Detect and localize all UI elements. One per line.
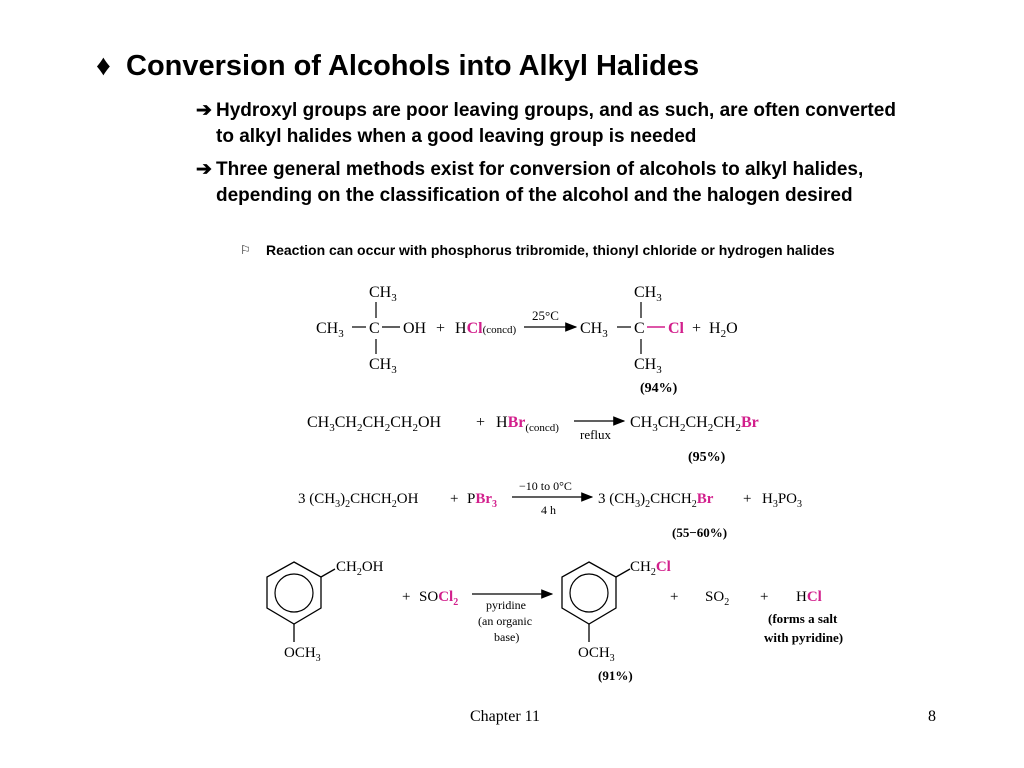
chloromethyl-group: $CH_2Cl$ xyxy=(630,559,671,578)
top-methyl: $CH_3$ xyxy=(634,284,662,304)
yield-91: (91%) xyxy=(598,668,633,683)
flag-bullet-icon: ⚐ xyxy=(240,243,251,257)
phosphorous-acid: $H_3PO_3$ xyxy=(762,491,803,510)
butyl-bromide: $CH_3CH_2CH_2CH_2Br$ xyxy=(630,414,759,434)
condition-temperature: −10 to 0°C xyxy=(519,479,572,493)
thionyl-chloride: SOCl$_2$ xyxy=(419,589,459,608)
water: $H_2O$ xyxy=(709,320,738,340)
sub-bullet-text: Reaction can occur with phosphorus tribromide, thionyl chloride or hydrogen halides xyxy=(266,242,835,258)
plus-sign: + xyxy=(760,589,769,605)
benzene-ring-reactant xyxy=(267,562,335,642)
arrow-bullet-icon: ➔ xyxy=(196,159,212,180)
benzene-ring-product xyxy=(562,562,630,642)
condition-base: base) xyxy=(494,630,520,644)
plus-sign: + xyxy=(692,320,702,337)
salt-note-line1: (forms a salt xyxy=(768,611,838,626)
condition-reflux: reflux xyxy=(580,427,612,442)
hydrogen-chloride: HCl xyxy=(796,589,822,605)
left-methyl: $CH_3$ xyxy=(316,320,344,340)
plus-sign: + xyxy=(670,589,679,605)
hydroxyl: OH xyxy=(403,320,427,337)
central-carbon: C xyxy=(634,320,645,337)
footer-chapter: Chapter 11 xyxy=(470,708,541,725)
chlorine: Cl xyxy=(668,320,684,337)
isobutanol: 3 $(CH_3)_2CHCH_2OH$ xyxy=(298,491,419,510)
yield-55-60: (55−60%) xyxy=(672,525,728,540)
plus-sign: + xyxy=(436,320,446,337)
methoxy-group: $OCH_3$ xyxy=(578,645,615,664)
left-methyl: $CH_3$ xyxy=(580,320,608,340)
bullet-2-text: Three general methods exist for conversion of alcohols to alkyl halides, depending on the classification of the alcohol and the halogen desired xyxy=(216,159,864,206)
plus-sign: + xyxy=(450,491,459,507)
plus-sign: + xyxy=(476,414,486,431)
pbr3-reagent: PBr$_3$ xyxy=(467,491,498,510)
bottom-methyl: $CH_3$ xyxy=(369,356,397,376)
yield-94: (94%) xyxy=(640,381,678,396)
condition-temperature: 25°C xyxy=(532,308,559,323)
condition-time: 4 h xyxy=(541,503,556,517)
butanol: $CH_3CH_2CH_2CH_2OH$ xyxy=(307,414,442,434)
sulfur-dioxide: $SO_2$ xyxy=(705,589,730,608)
hbr-reagent: HBr$_{(concd)}$ xyxy=(496,414,559,434)
reaction-2 xyxy=(307,414,759,465)
methoxy-group: $OCH_3$ xyxy=(284,645,321,664)
hcl-reagent: HCl(concd) xyxy=(455,320,517,337)
reaction-4 xyxy=(267,559,843,683)
footer-page-number: 8 xyxy=(928,708,936,725)
title-text: Conversion of Alcohols into Alkyl Halides xyxy=(126,50,700,82)
hydroxymethyl-group: $CH_2OH$ xyxy=(336,559,384,578)
reaction-3 xyxy=(298,479,802,540)
top-methyl: $CH_3$ xyxy=(369,284,397,304)
diamond-bullet-icon: ♦ xyxy=(96,50,111,82)
isobutyl-bromide: 3 $(CH_3)_2CHCH_2Br$ xyxy=(598,491,714,510)
bullet-1-text: Hydroxyl groups are poor leaving groups, and as such, are often converted to alkyl halides when a good leaving group is needed xyxy=(216,100,896,147)
condition-pyridine: pyridine xyxy=(486,598,526,612)
plus-sign: + xyxy=(402,589,411,605)
yield-95: (95%) xyxy=(688,450,726,465)
reaction-1 xyxy=(316,284,738,396)
bottom-methyl: $CH_3$ xyxy=(634,356,662,376)
arrow-bullet-icon: ➔ xyxy=(196,100,212,121)
condition-organic: (an organic xyxy=(478,614,533,628)
plus-sign: + xyxy=(743,491,752,507)
central-carbon: C xyxy=(369,320,380,337)
salt-note-line2: with pyridine) xyxy=(764,630,844,645)
